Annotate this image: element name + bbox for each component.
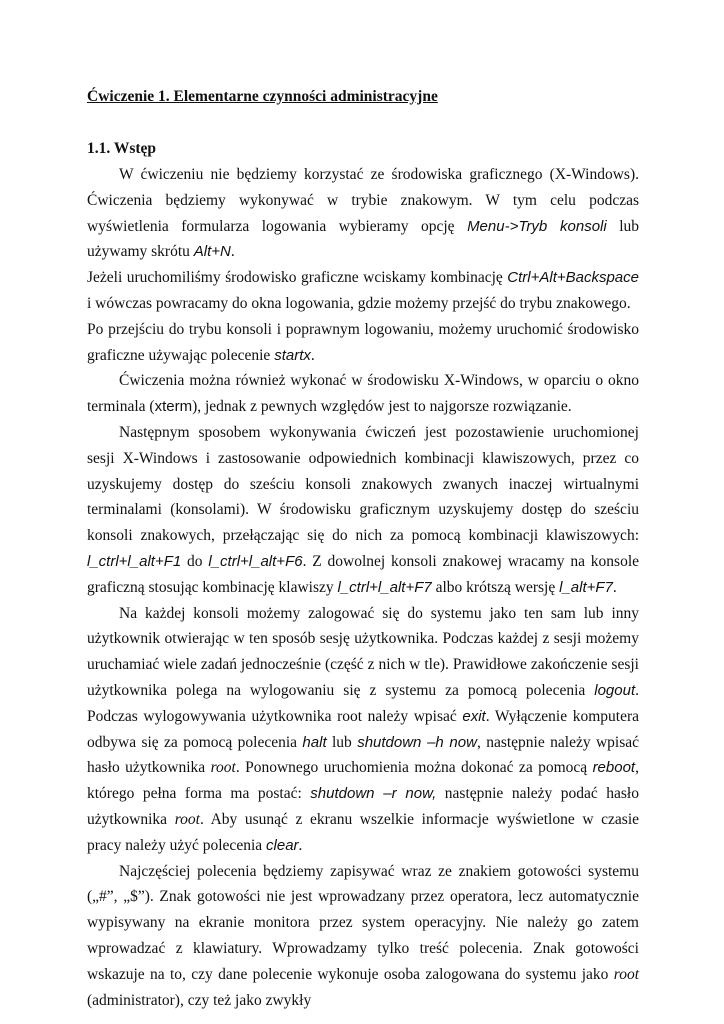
command-text: exit	[462, 707, 486, 725]
paragraph-text: W ćwiczeniu nie będziemy korzystać ze środowiska graficznego (X-Windows). Ćwiczenia będziemy wykonywać w trybie znakowym. W tym celu podczas wyświetlenia formularza logowania wybieramy opcję	[87, 166, 639, 235]
paragraph-text: Ćwiczenia można również wykonać w środowisku X-Windows, w oparciu o okno terminala (	[87, 372, 639, 416]
paragraph-text: (administrator), czy też jako zwykły	[87, 991, 312, 1009]
page-title: Ćwiczenie 1. Elementarne czynności administracyjne	[87, 88, 438, 105]
paragraph-3	[87, 317, 639, 369]
italic-text: root	[210, 759, 236, 777]
italic-text: root	[613, 965, 639, 983]
paragraph-text: lub	[326, 733, 358, 751]
paragraph-6	[87, 601, 639, 859]
paragraph-text: albo krótszą wersję	[431, 578, 560, 596]
paragraph-text: Jeżeli uruchomiliśmy środowisko graficzne wciskamy kombinację	[87, 269, 508, 287]
paragraph-text: , następnie należy wpisać hasło użytkownika	[87, 733, 639, 777]
shortcut-text: Alt+N	[193, 243, 231, 261]
document-page	[87, 84, 639, 1013]
paragraph-text: .	[310, 346, 315, 364]
shortcut-text: l_ctrl+l_alt+F6	[208, 552, 303, 570]
shortcut-text: l_ctrl+l_alt+F1	[87, 552, 182, 570]
paragraph-text: .	[230, 243, 235, 261]
menu-option-text: Menu->Tryb konsoli	[467, 217, 607, 235]
paragraph-text: Najczęściej polecenia będziemy zapisywać wraz ze znakiem gotowości systemu („#”, „$”). Znak gotowości nie jest wprowadzany przez operatora, lecz automatycznie wypisywany na ekranie monitora przez system operacyjny. Nie należy go zatem wprowadzać z klawiatury. Wprowadzamy tylko treść polecenia. Znak gotowości wskazuje na to, czy dane polecenie wykonuje osoba zalogowana do systemu jako	[87, 862, 639, 983]
paragraph-text: , którego pełna forma ma postać:	[87, 759, 639, 803]
shortcut-text: l_alt+F7	[559, 578, 613, 596]
command-text: clear	[266, 836, 299, 854]
paragraph-text: Po przejściu do trybu konsoli i poprawnym logowaniu, możemy uruchomić środowisko graficzne używając polecenie	[87, 320, 639, 364]
paragraph-text: . Aby usunąć z ekranu wszelkie informacje wyświetlone w czasie pracy należy użyć polecenia	[87, 810, 639, 854]
paragraph-text: . Z dowolnej konsoli znakowej wracamy na konsole graficzną stosując kombinację klawiszy	[87, 552, 640, 596]
shortcut-text: Ctrl+Alt+Backspace	[507, 269, 639, 287]
command-text: shutdown –r now,	[310, 785, 437, 803]
shortcut-text: l_ctrl+l_alt+F7	[337, 578, 432, 596]
paragraph-text: . Podczas wylogowywania użytkownika root należy wpisać	[87, 681, 639, 725]
paragraph-text: lub używamy skrótu	[87, 217, 639, 261]
command-text: logout	[594, 681, 636, 699]
paragraph-4	[87, 368, 639, 420]
paragraph-text: i wówczas powracamy do okna logowania, gdzie możemy przejść do trybu znakowego.	[87, 294, 631, 312]
paragraph-5	[87, 420, 639, 601]
paragraph-text: następnie należy podać hasło użytkownika	[87, 785, 639, 828]
paragraph-text: Następnym sposobem wykonywania ćwiczeń jest pozostawienie uruchomionej sesji X-Windows i zastosowanie odpowiednich kombinacji klawiszowych, przez co uzyskujemy dostęp do sześciu konsoli znakowych zwanych inaczej wirtualnymi terminalami (konsolami). W środowisku graficznym uzyskujemy dostęp do sześciu konsoli znakowych, przełączając się do nich za pomocą kombinacji klawiszowych:	[87, 423, 639, 545]
paragraph-1	[87, 162, 639, 265]
paragraph-text: .	[612, 578, 617, 596]
command-text: shutdown –h now	[357, 733, 477, 751]
paragraph-text: . Wyłączenie komputera odbywa się za pomocą polecenia	[87, 707, 640, 751]
command-text: halt	[302, 733, 327, 751]
command-text: startx	[274, 346, 311, 364]
paragraph-text: . Ponownego uruchomienia można dokonać za pomocą	[235, 759, 593, 777]
paragraph-text: do	[181, 552, 209, 570]
command-text: xterm	[154, 398, 193, 416]
command-text: reboot	[592, 759, 636, 777]
section-heading: 1.1. Wstęp	[87, 140, 157, 157]
paragraph-text: Na każdej konsoli możemy zalogować się do systemu jako ten sam lub inny użytkownik otwierając w ten sposób sesję użytkownika. Podczas każdej z sesji możemy uruchamiać wiele zadań jednocześnie (część z nich w tle). Prawidłowe zakończenie sesji użytkownika polega na wylogowaniu się z systemu za pomocą polecenia	[87, 604, 639, 699]
paragraph-text: ), jednak z pewnych względów jest to najgorsze rozwiązanie.	[192, 398, 572, 416]
paragraph-7	[87, 859, 639, 1014]
paragraph-text: .	[298, 836, 303, 854]
paragraph-2	[87, 265, 639, 317]
italic-text: root	[174, 810, 200, 828]
